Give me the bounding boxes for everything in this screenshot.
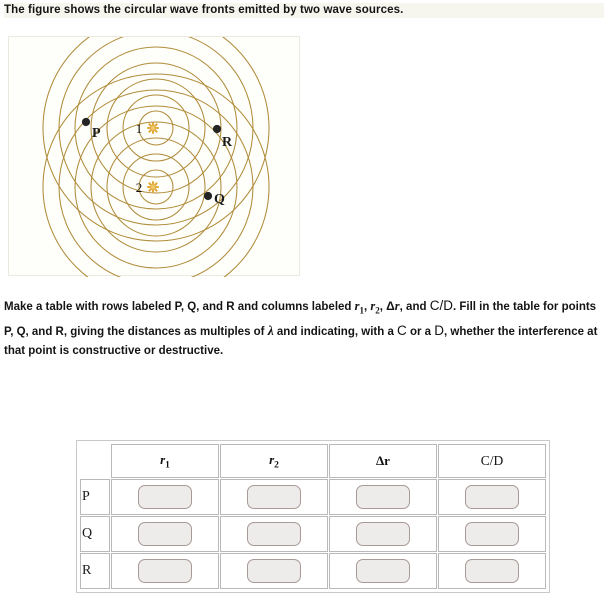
cell-q-dr: [329, 516, 437, 552]
point-p-dot: [82, 118, 90, 126]
column-header-r1: $r_1$: [111, 444, 219, 478]
input-r-r2[interactable]: [247, 559, 301, 583]
input-q-delta-r[interactable]: [356, 522, 410, 546]
input-r-cd[interactable]: [465, 559, 519, 583]
input-p-delta-r[interactable]: [356, 485, 410, 509]
cell-q-r2: [220, 516, 328, 552]
point-q-marker: [204, 192, 225, 207]
input-q-cd[interactable]: [465, 522, 519, 546]
cell-p-cd: [438, 479, 546, 515]
cell-r-cd: [438, 553, 546, 589]
cell-r-r1: [111, 553, 219, 589]
symbol-cd: C/D: [429, 298, 453, 313]
row-header-q: Q: [80, 516, 110, 552]
wave-interference-figure: [9, 37, 301, 277]
cell-p-dr: [329, 479, 437, 515]
wavefronts-source-2: [43, 74, 269, 277]
cell-r-r2: [220, 553, 328, 589]
instr-comma-2: ,: [379, 301, 387, 313]
input-p-cd[interactable]: [465, 485, 519, 509]
table-row: [80, 553, 546, 589]
table-row: [80, 479, 546, 515]
row-header-p: P: [80, 479, 110, 515]
instr-comma-1: ,: [364, 301, 371, 313]
input-r-delta-r[interactable]: [356, 559, 410, 583]
cell-p-r2: [220, 479, 328, 515]
intro-statement: The figure shows the circular wave fronts emitted by two wave sources.: [4, 3, 604, 18]
input-r-r1[interactable]: [138, 559, 192, 583]
instr-part-2: , and: [399, 301, 430, 313]
point-r-dot: [213, 125, 221, 133]
point-q-label: Q: [214, 192, 225, 207]
instr-part-1: Make a table with rows labeled P, Q, and R and columns labeled: [4, 301, 355, 313]
point-q-dot: [204, 192, 212, 200]
answer-table: [79, 443, 547, 590]
figure-panel: [8, 36, 300, 276]
column-header-cd: C/D: [438, 444, 546, 478]
cell-p-r1: [111, 479, 219, 515]
symbol-r1: $r_1$: [354, 299, 365, 316]
symbol-delta-r: Δr: [386, 299, 400, 313]
instr-part-7: , whether the: [444, 325, 515, 338]
table-corner-cell: [80, 444, 110, 478]
symbol-r2: $r_2$: [370, 299, 380, 316]
column-header-r2: $r_2$: [220, 444, 328, 478]
point-p-label: P: [92, 126, 101, 141]
input-q-r1[interactable]: [138, 522, 192, 546]
point-r-label: R: [222, 135, 233, 150]
table-header-row: [80, 444, 546, 478]
point-r-marker: [213, 125, 233, 150]
source-2-label: 2: [135, 180, 143, 195]
cell-q-cd: [438, 516, 546, 552]
source-1-star-icon: [148, 123, 158, 133]
source-1-label: 1: [135, 121, 143, 136]
source-1-marker: [136, 121, 158, 136]
symbol-d: D: [434, 322, 445, 338]
input-p-r2[interactable]: [247, 485, 301, 509]
wavefronts-source-1: [43, 37, 269, 241]
symbol-c: C: [397, 322, 407, 338]
cell-q-r1: [111, 516, 219, 552]
cell-r-dr: [329, 553, 437, 589]
instr-part-6: or a: [406, 325, 435, 338]
instr-part-4: points P, Q, and R, giving the distances as multiples of: [4, 301, 597, 338]
answer-table-container: [76, 440, 550, 593]
problem-instructions: [4, 296, 608, 361]
instr-part-5: and indicating, with a: [273, 325, 398, 338]
input-p-r1[interactable]: [138, 485, 192, 509]
input-q-r2[interactable]: [247, 522, 301, 546]
symbol-lambda: λ: [267, 322, 274, 338]
row-header-r: R: [80, 553, 110, 589]
column-header-delta-r: Δr: [329, 444, 437, 478]
source-2-star-icon: [148, 182, 158, 192]
instr-part-8: interference at that point is constructive or destructive.: [4, 325, 598, 357]
table-row: [80, 516, 546, 552]
instr-part-3: . Fill in the table for: [452, 301, 559, 313]
